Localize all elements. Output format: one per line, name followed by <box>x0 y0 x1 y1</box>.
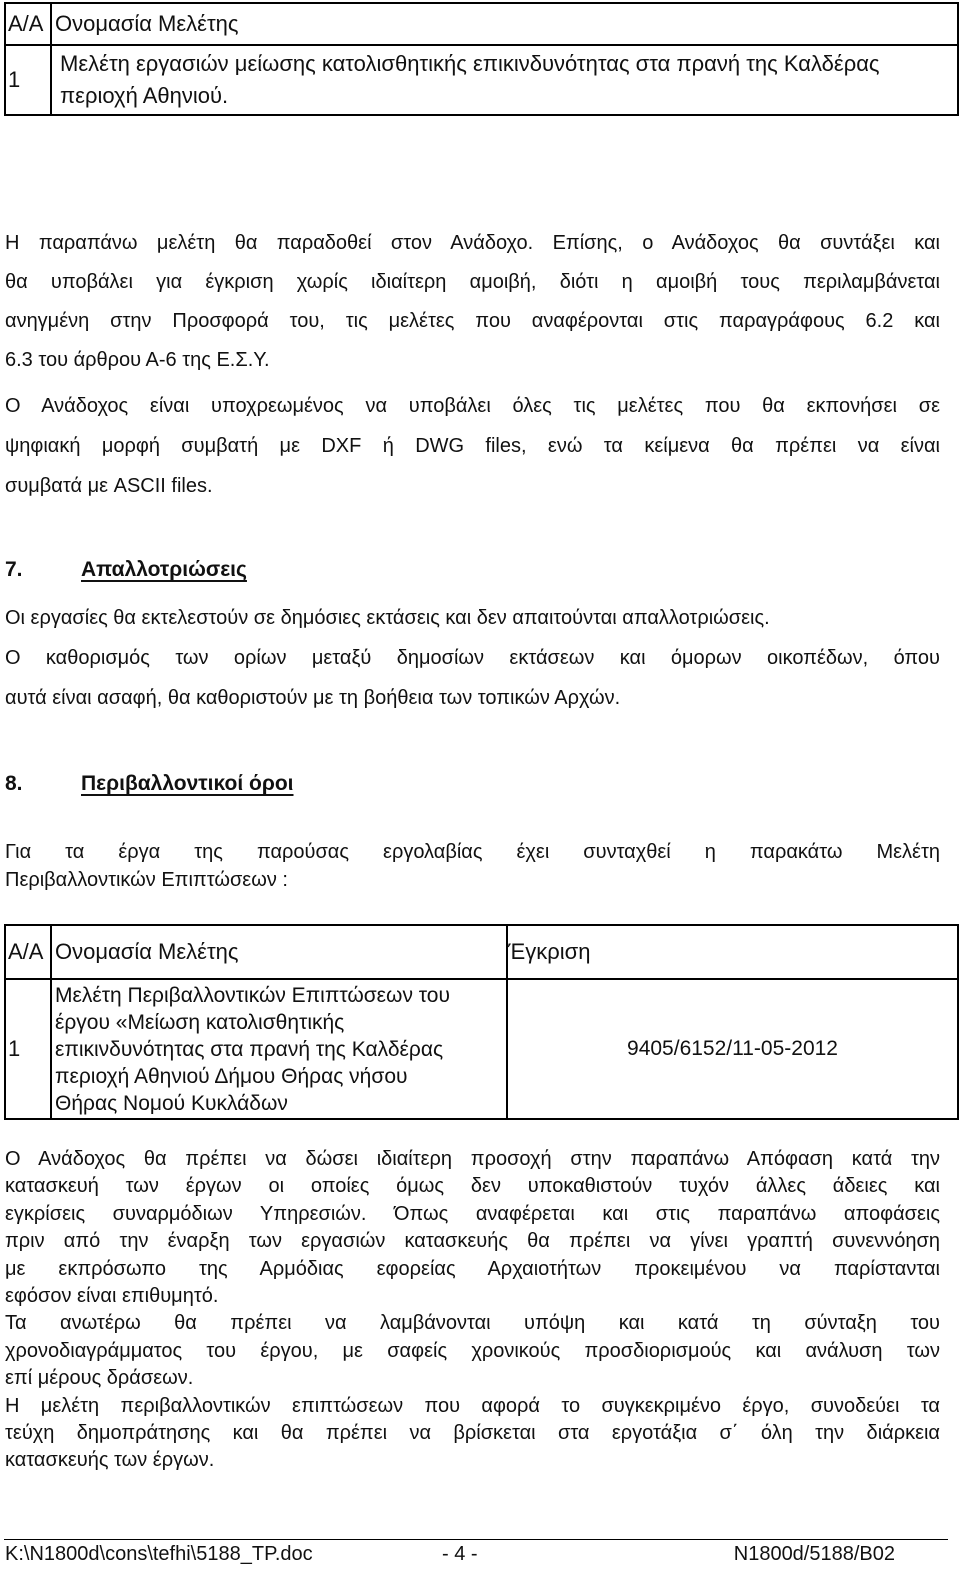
text-line: χρονοδιαγράμματος του έργου, με σαφείς χρονικούς προσδιορισμούς και ανάλυση των <box>5 1339 940 1362</box>
footer-doc-code: N1800d/5188/B02 <box>733 1543 895 1565</box>
row-index: 1 <box>5 979 51 1119</box>
section-number: 8. <box>5 772 23 795</box>
text-line: με εκπρόσωπο της Αρμόδιας εφορείας Αρχαιοτήτων προκειμένου να παρίστανται <box>5 1257 940 1280</box>
studies-table <box>4 2 959 116</box>
text-line: Για τα έργα της παρούσας εργολαβίας έχει συνταχθεί η παρακάτω Μελέτη <box>5 841 940 863</box>
section-heading-7 <box>5 558 247 582</box>
header-study-name: Ονομασία Μελέτης <box>51 3 958 45</box>
footer-page-number: - 4 - <box>442 1543 478 1565</box>
paragraph-delivery <box>5 224 940 380</box>
text-line: θα υποβάλει για έγκριση χωρίς ιδιαίτερη αμοιβή, διότι η αμοιβή τους περιλαμβάνεται <box>5 271 940 293</box>
text-line: πριν από την έναρξη των εργασιών κατασκευής θα πρέπει να γίνει γραπτή συνεννόηση <box>5 1230 940 1253</box>
study-name-line: περιοχή Αθηνιού. <box>60 83 229 108</box>
environmental-studies-table <box>4 924 959 1120</box>
header-index: Α/Α <box>5 925 51 979</box>
table-header-row <box>5 3 958 45</box>
text-line: επί μέρους δράσεων. <box>5 1367 194 1390</box>
text-line: εγκρίσεις συναρμόδιων Υπηρεσιών. Όπως αναφέρεται και στις παραπάνω αποφάσεις <box>5 1202 940 1225</box>
paragraph-contractor-obligations <box>5 1146 940 1475</box>
section-title: Περιβαλλοντικοί όροι <box>81 772 294 795</box>
table-row <box>5 979 958 1119</box>
text-line: Ο Ανάδοχος θα πρέπει να δώσει ιδιαίτερη προσοχή στην παραπάνω Απόφαση κατά την <box>5 1148 940 1170</box>
text-line: Ο καθορισμός των ορίων μεταξύ δημοσίων εκτάσεων και όμορων οικοπέδων, όπου <box>5 647 940 669</box>
paragraph-expropriations <box>5 598 940 718</box>
text-line: εφόσον είναι επιθυμητό. <box>5 1285 219 1308</box>
header-approval: Έγκριση <box>507 925 958 979</box>
text-line: Η παραπάνω μελέτη θα παραδοθεί στον Ανάδοχο. Επίσης, ο Ανάδοχος θα συντάξει και <box>5 232 940 254</box>
header-index: Α/Α <box>5 3 51 45</box>
text-line: Περιβαλλοντικών Επιπτώσεων : <box>5 869 288 891</box>
text-line: συμβατά με ASCII files. <box>5 475 213 497</box>
study-name-line: επικινδυνότητας στα πρανή της Καλδέρας <box>55 1037 444 1061</box>
text-line: ψηφιακή μορφή συμβατή με DXF ή DWG files, ενώ τα κείμενα θα πρέπει να είναι <box>5 435 940 457</box>
study-name-line: Θήρας Νομού Κυκλάδων <box>55 1091 288 1115</box>
text-line: Οι εργασίες θα εκτελεστούν σε δημόσιες εκτάσεις και δεν απαιτούνται απαλλοτριώσεις. <box>5 607 770 629</box>
text-line: ανηγμένη στην Προσφορά του, τις μελέτες που αναφέρονται στις παραγράφους 6.2 και <box>5 310 940 332</box>
footer-file-path: K:\N1800d\cons\tefhi\5188_TP.doc <box>5 1543 313 1565</box>
row-study-name <box>51 45 958 115</box>
section-heading-8 <box>5 772 294 796</box>
section-title: Απαλλοτριώσεις <box>81 558 247 581</box>
text-line: κατασκευής των έργων. <box>5 1449 215 1472</box>
row-index: 1 <box>5 45 51 115</box>
paragraph-environmental <box>5 838 940 894</box>
text-line: αυτά είναι ασαφή, θα καθοριστούν με τη βοήθεια των τοπικών Αρχών. <box>5 687 621 709</box>
row-approval-number: 9405/6152/11-05-2012 <box>507 979 958 1119</box>
footer-divider <box>4 1539 948 1540</box>
section-number: 7. <box>5 558 23 581</box>
text-line: Η μελέτη περιβαλλοντικών επιπτώσεων που αφορά το συγκεκριμένο έργο, συνοδεύει τα <box>5 1394 940 1417</box>
table-row <box>5 45 958 115</box>
text-line: Ο Ανάδοχος είναι υποχρεωμένος να υποβάλει όλες τις μελέτες που θα εκπονήσει σε <box>5 395 940 417</box>
header-study-name: Ονομασία Μελέτης <box>51 925 507 979</box>
text-line: Τα ανωτέρω θα πρέπει να λαμβάνονται υπόψη και κατά τη σύνταξη του <box>5 1312 940 1335</box>
study-name-line: έργου «Μείωση κατολισθητικής <box>55 1010 345 1034</box>
text-line: τεύχη δημοπράτησης και θα πρέπει να βρίσκεται στα εργοτάξια σ΄ όλη την διάρκεια <box>5 1422 940 1445</box>
study-name-line: περιοχή Αθηνιού Δήμου Θήρας νήσου <box>55 1064 408 1088</box>
text-line: κατασκευή των έργων οι οποίες όμως δεν υποκαθιστούν τυχόν άλλες άδειες και <box>5 1175 940 1198</box>
study-name-line: Μελέτη Περιβαλλοντικών Επιπτώσεων του <box>55 983 450 1007</box>
study-name-line: Μελέτη εργασιών μείωσης κατολισθητικής επικινδυνότητας στα πρανή της Καλδέρας <box>60 51 880 76</box>
table-header-row <box>5 925 958 979</box>
page-footer <box>5 1543 945 1567</box>
text-line: 6.3 του άρθρου Α-6 της Ε.Σ.Υ. <box>5 349 270 371</box>
paragraph-digital-format <box>5 386 940 506</box>
row-study-name <box>51 979 507 1119</box>
